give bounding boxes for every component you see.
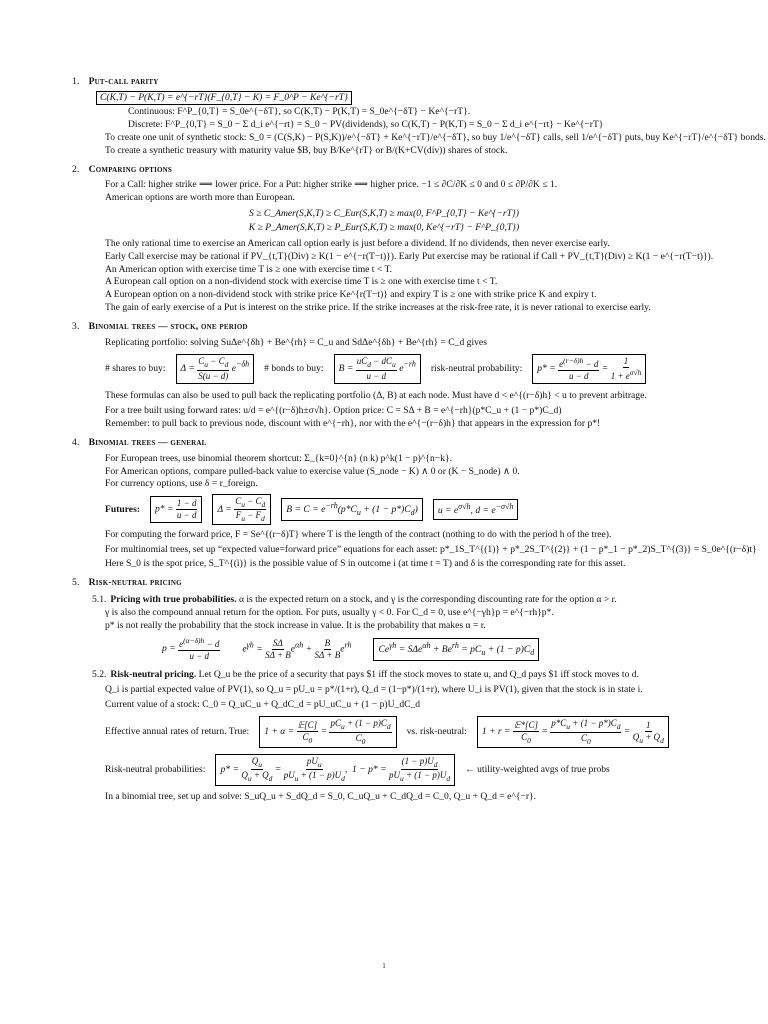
page-number: 1 bbox=[382, 962, 386, 970]
text-line: For a Call: higher strike ⟹ lower price. For a Put: higher strike ⟹ higher price. −1 ≤ ∂C/∂K ≤ 0 and 0 ≤ ∂P/∂K ≤ 1. bbox=[105, 179, 558, 191]
rn-prob-label: risk-neutral probability: bbox=[430, 363, 523, 375]
subsection-number: 5.2. bbox=[92, 669, 107, 681]
text-line: Let Q_u be the price of a security that pays $1 iff the stock moves to state u, and Q_d pays $1 iff stock moves to d. bbox=[198, 669, 639, 681]
text-line: These formulas can also be used to pull back the replicating portfolio (Δ, B) at each node. Must have d < e^{(r−δ)h} < u to prevent arbitrage. bbox=[105, 389, 647, 401]
text-line: For currency options, use δ = r_foreign. bbox=[105, 478, 258, 490]
text-line: Remember: to pull back to previous node, discount with e^{−rh}, nor with the e^{−(r−δ)h} that appears in the expression for p*! bbox=[105, 418, 601, 430]
text-line: To create a synthetic treasury with maturity value $B, buy B/Ke^{rT} or B/(K+CV(div)) shares of stock. bbox=[105, 144, 508, 156]
futures-label: Futures: bbox=[105, 503, 140, 515]
document-page bbox=[72, 76, 766, 810]
true-returns-label: Effective annual rates of return. True: bbox=[105, 726, 250, 738]
text-line: Early Call exercise may be rational if PV_{t,T}(Div) ≥ K(1 − e^{−r(T−t)}). Early Put exercise may be rational if Call + PV_{t,T}(Div) ≥ K(1 − e^{−r(T−t)}). bbox=[105, 250, 714, 262]
section-put-call-parity bbox=[72, 76, 766, 156]
boxed-formula: C(K,T) − P(K,T) = e^{−rT}(F_{0,T} − K) = F_0^P − Ke^{−rT} bbox=[96, 91, 352, 104]
delta-formula-box: Δ = $\frac{C_u - C_d}{S(u - d)}$ $e^{-\delta h}$ bbox=[176, 354, 255, 383]
section-number: 2. bbox=[72, 163, 80, 175]
rn-prob-formula-box: p* = $\frac{e^{(r-\delta)h} - d}{u - d}$ = $\frac{1}{1 + e^{\sigma√h}}$ bbox=[532, 354, 646, 384]
ce-formula-box: $Ce^{\gamma h} = S\Delta e^{\alpha h} + Be^{rh} = pC_u + (1 - p)C_d$ bbox=[373, 638, 539, 661]
section-title bbox=[72, 321, 696, 332]
section-number: 4. bbox=[72, 437, 80, 449]
text-line: For a tree built using forward rates: u/d = e^{(r−δ)h±σ√h}. Option price: C = SΔ + B = e^{−rh}(p*C_u + (1 − p*)C_d) bbox=[105, 405, 562, 417]
section-heading: Comparing options bbox=[88, 163, 172, 175]
section-binomial-general bbox=[72, 437, 757, 569]
bonds-label: # bonds to buy: bbox=[264, 363, 324, 375]
formula-line: Continuous: F^P_{0,T} = S_0e^{−δT}, so C(K,T) − P(K,T) = S_0e^{−δT} − Ke^{−rT}. bbox=[128, 106, 471, 118]
futures-ud-box: $u = e^{\sigma√h}$, $d = e^{-\sigma√h}$ bbox=[433, 499, 519, 520]
section-number: 5. bbox=[72, 577, 80, 589]
text-line: Here S_0 is the spot price, S_T^{(i)} is the possible value of S in outcome i (at time t = T) and δ is the corresponding rate for this asset. bbox=[105, 557, 626, 569]
text-line: For computing the forward price, F = Se^{(r−δ)T} where T is the length of the contract (nothing to do with the period h of the tree). bbox=[105, 529, 612, 541]
text-line: Replicating portfolio: solving SuΔe^{δh} + Be^{rh} = C_u and SdΔe^{δh} + Be^{rh} = C_d gives bbox=[105, 336, 487, 348]
text-line: For European trees, use binomial theorem shortcut: Σ_{k=0}^{n} (n k) p^k(1 − p)^{n−k}. bbox=[105, 452, 452, 464]
rn-returns-label: vs. risk-neutral: bbox=[406, 726, 467, 738]
subsection-title: Risk-neutral pricing. bbox=[110, 669, 197, 681]
futures-formula-row bbox=[105, 494, 696, 526]
text-line: For American options, compare pulled-back value to exercise value (S_node − K) ∧ 0 or (K − S_node) ∧ 0. bbox=[105, 465, 520, 477]
true-returns-box: 1 + α = $\frac{\text{𝔼[C]}}{C_0}$ = $\frac{pC_u + (1 - p)C_d}{C_0}$ bbox=[259, 716, 396, 748]
section-comparing-options bbox=[72, 163, 714, 313]
text-line: Current value of a stock: C_0 = Q_uC_u + Q_dC_d = pU_uC_u + (1 − p)U_dC_d bbox=[105, 699, 421, 711]
text-line: Q_i is partial expected value of PV(1), so Q_u = pU_u = p*/(1+r), Q_d = (1−p*)/(1+r), where U_i is PV(1), given that the stock is in state i. bbox=[105, 683, 643, 695]
inequality-line: K ≥ P_Amer(S,K,T) ≥ P_Eur(S,K,T) ≥ max(0, Ke^{−rT} − F^P_{0,T}) bbox=[248, 221, 520, 233]
formula-line: Discrete: F^P_{0,T} = S_0 − Σ d_i e^{−rt} = S_0 − PV(dividends), so C(K,T) − P(K,T) = S_0 − Σ d_i e^{−rt} − Ke^{−rT} bbox=[128, 118, 604, 130]
futures-price-box: $B = C = e^{-rh}(p*C_u + (1 - p*)C_d)$ bbox=[281, 498, 423, 521]
text-line: For multinomial trees, set up “expected value=forward price” equations for each asset: p*_1S_T^{(1)} + p*_2S_T^{(2)} + (1 − p*_1 − p*_2)S_T^{(3)} = S_0e^{(r−δ)t} bbox=[105, 543, 757, 555]
formula-row bbox=[105, 354, 696, 384]
rn-probs-label: Risk-neutral probabilities: bbox=[105, 764, 206, 776]
rn-prob-formula-row bbox=[105, 754, 696, 786]
section-number: 1. bbox=[72, 76, 80, 87]
text-line: p* is not really the probability that the stock increase in value. It is the probability that makes α = r. bbox=[105, 620, 486, 632]
subsection-rn-pricing bbox=[92, 669, 696, 680]
returns-formula-row bbox=[105, 716, 696, 748]
section-heading: Risk-neutral pricing bbox=[88, 577, 182, 589]
true-prob-formula-row bbox=[162, 637, 696, 661]
text-line: In a binomial tree, set up and solve: S_uQ_u + S_dQ_d = S_0, C_uQ_u + C_dQ_d = C_0, Q_u + Q_d = e^{−r}. bbox=[105, 790, 537, 802]
section-number: 3. bbox=[72, 321, 80, 333]
inequality-line: S ≥ C_Amer(S,K,T) ≥ C_Eur(S,K,T) ≥ max(0, F^P_{0,T} − Ke^{−rT}) bbox=[249, 208, 519, 220]
text-line: γ is also the compound annual return for the option. For puts, usually γ < 0. For C_d = 0, use e^{−γh}p = e^{−rh}p*. bbox=[105, 607, 554, 619]
section-risk-neutral bbox=[72, 577, 696, 802]
section-binomial-one-period bbox=[72, 321, 696, 429]
rn-returns-box: 1 + r = $\frac{\text{𝔼*[C]}}{C_0}$ = $\frac{p*C_u + (1 - p*)C_d}{C_0}$ = $\frac{1}{Q_u + Q_d}$ bbox=[477, 716, 669, 748]
p-formula: p = $\frac{e^{(\alpha-\delta)h} - d}{u - d}$ bbox=[162, 636, 220, 662]
subsection-true-prob bbox=[92, 594, 696, 605]
text-line: American options are worth more than European. bbox=[105, 192, 295, 203]
text-line: The gain of early exercise of a Put is interest on the strike price. If the strike increases at the risk-free rate, it is never rational to exercise early. bbox=[105, 302, 651, 313]
bond-formula-box: B = $\frac{uC_d - dC_u}{u - d}$ $e^{-rh}$ bbox=[334, 354, 421, 383]
text-line: α is the expected return on a stock, and γ is the corresponding discounting rate for the option α > r. bbox=[238, 594, 617, 606]
gamma-formula: $e^{\gamma h}$ = $\frac{S\Delta}{S\Delta + B}$ $e^{\alpha h}$ + $\frac{B}{S\Delta + B}$ $e^{rh}$ bbox=[242, 637, 352, 660]
subsection-number: 5.1. bbox=[92, 594, 107, 606]
section-title bbox=[72, 577, 696, 588]
formula-line bbox=[96, 91, 696, 104]
shares-label: # shares to buy: bbox=[105, 363, 166, 375]
section-heading: Put-call parity bbox=[88, 76, 159, 87]
text-line: A European call option on a non-dividend stock with exercise time T is ≥ one with exercise time t < T. bbox=[105, 276, 498, 288]
rn-probs-box: p* = $\frac{Q_u}{Q_u + Q_d}$ = $\frac{pU_u}{pU_u + (1 - p)U_d}$ , 1 − p* = $\frac{(1 - p)U_d}{pU_u + (1 - p)U_d}$ bbox=[215, 754, 455, 786]
section-title bbox=[72, 76, 696, 87]
futures-delta-box: Δ = $\frac{C_u - C_d}{F_u - F_d}$ bbox=[212, 494, 271, 526]
text-line: A European option on a non-dividend stock with strike price Ke^{r(T−t)} and expiry T is ≥ one with strike price K and expiry t. bbox=[105, 289, 597, 301]
section-title bbox=[72, 437, 696, 448]
section-heading: Binomial trees — general bbox=[88, 437, 207, 449]
utility-note: ← utility-weighted avgs of true probs bbox=[465, 764, 610, 776]
text-line: To create one unit of synthetic stock: S_0 = (C(S,K) − P(S,K))/e^{−δT} + Ke^{−rT}/e^{−δT}, so buy 1/e^{−δT} calls, sell 1/e^{−δT} puts, buy Ke^{−rT}/e^{−δT} bonds. bbox=[105, 131, 766, 143]
subsection-title: Pricing with true probabilities. bbox=[110, 594, 237, 606]
section-title bbox=[72, 164, 696, 175]
text-line: The only rational time to exercise an American call option early is just before a dividend. If no dividends, then never exercise early. bbox=[105, 237, 610, 249]
text-line: An American option with exercise time T is ≥ one with exercise time t < T. bbox=[105, 263, 393, 275]
section-heading: Binomial trees — stock, one period bbox=[88, 321, 248, 333]
futures-p-box: p* = $\frac{1 - d}{u - d}$ bbox=[150, 496, 202, 523]
